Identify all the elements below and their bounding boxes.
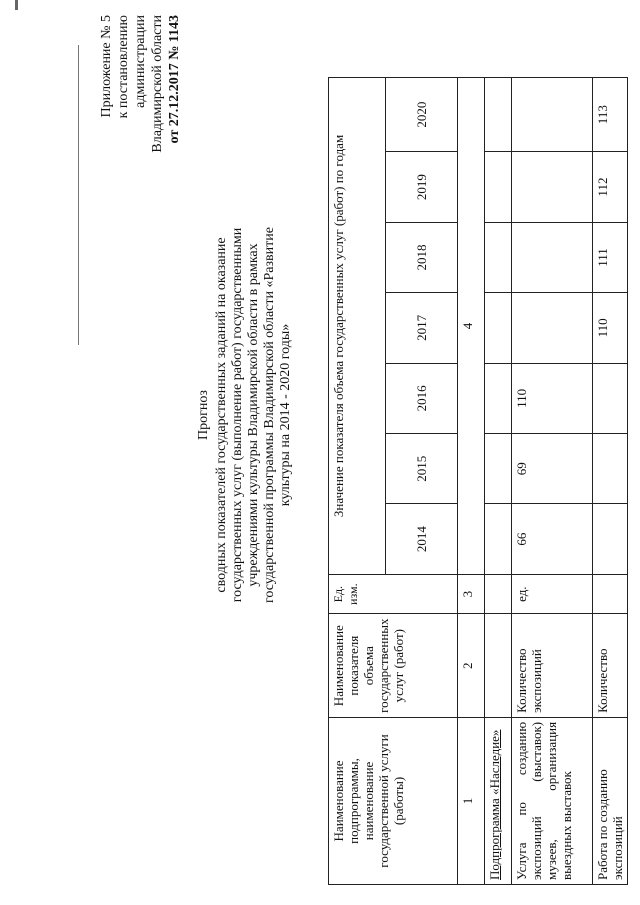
- header-name: Наименование подпрограммы, наименование государственной услуги (работы): [329, 717, 458, 884]
- table-row: [593, 78, 628, 885]
- year-2016: 2016: [386, 363, 458, 433]
- year-2015: 2015: [386, 434, 458, 504]
- row-work-name: Работа по созданию экспозиций: [593, 717, 628, 884]
- year-2014: 2014: [386, 504, 458, 574]
- header-unit: Ед. изм.: [329, 574, 458, 614]
- row-value-2020: 113: [593, 78, 628, 152]
- row-value-2019: [512, 152, 593, 222]
- title-heading: Прогноз: [196, 390, 211, 440]
- appendix-block: [98, 15, 183, 225]
- table-header-row: [329, 78, 386, 885]
- row-indicator: Количество: [593, 614, 628, 717]
- row-value-2015: 69: [512, 434, 593, 504]
- header-rule: [78, 45, 79, 345]
- title-body: сводных показателей государственных заданий на оказание государственных услуг (выполнение работ) государственными учреждениями культуры Владимирской области в рамках государственной программы Владимирской области «Развитие культуры на 2014 - 2020 годы»: [214, 227, 293, 603]
- year-2020: 2020: [386, 78, 458, 152]
- row-value-2017: 110: [593, 293, 628, 363]
- appendix-number: Приложение № 5: [99, 15, 114, 118]
- document-title: [196, 205, 294, 625]
- row-unit: [593, 574, 628, 614]
- scan-mark: [15, 0, 18, 10]
- row-value-2015: [593, 434, 628, 504]
- year-2018: 2018: [386, 222, 458, 292]
- row-value-2014: 66: [512, 504, 593, 574]
- row-value-2019: 112: [593, 152, 628, 222]
- row-service-name: Услуга по созданию экспозиций (выставок) музеев, организация выездных выставок: [512, 717, 593, 884]
- header-values: Значение показателя объема государственных услуг (работ) по годам: [329, 78, 386, 575]
- forecast-table: [328, 77, 628, 885]
- appendix-date: от 27.12.2017 № 1143: [167, 15, 182, 144]
- row-indicator: Количество экспозиций: [512, 614, 593, 717]
- row-value-2014: [593, 504, 628, 574]
- appendix-administration: администрации: [133, 15, 148, 108]
- table-row: [512, 78, 593, 885]
- col-number-2: 2: [458, 614, 485, 717]
- row-unit: ед.: [512, 574, 593, 614]
- subprogram-title: Подпрограмма «Наследие»: [485, 717, 512, 884]
- appendix-region: Владимирской области: [150, 15, 165, 153]
- row-value-2018: [512, 222, 593, 292]
- row-value-2018: 111: [593, 222, 628, 292]
- col-number-1: 1: [458, 717, 485, 884]
- year-2019: 2019: [386, 152, 458, 222]
- row-value-2017: [512, 293, 593, 363]
- year-2017: 2017: [386, 293, 458, 363]
- row-value-2016: 110: [512, 363, 593, 433]
- col-number-3: 3: [458, 574, 485, 614]
- table-numbering-row: [458, 78, 485, 885]
- header-indicator: Наименование показателя объема государственных услуг (работ): [329, 614, 458, 717]
- row-value-2016: [593, 363, 628, 433]
- col-number-4: 4: [458, 78, 485, 575]
- subprogram-row: [485, 78, 512, 885]
- row-value-2020: [512, 78, 593, 152]
- appendix-to-resolution: к постановлению: [116, 15, 131, 119]
